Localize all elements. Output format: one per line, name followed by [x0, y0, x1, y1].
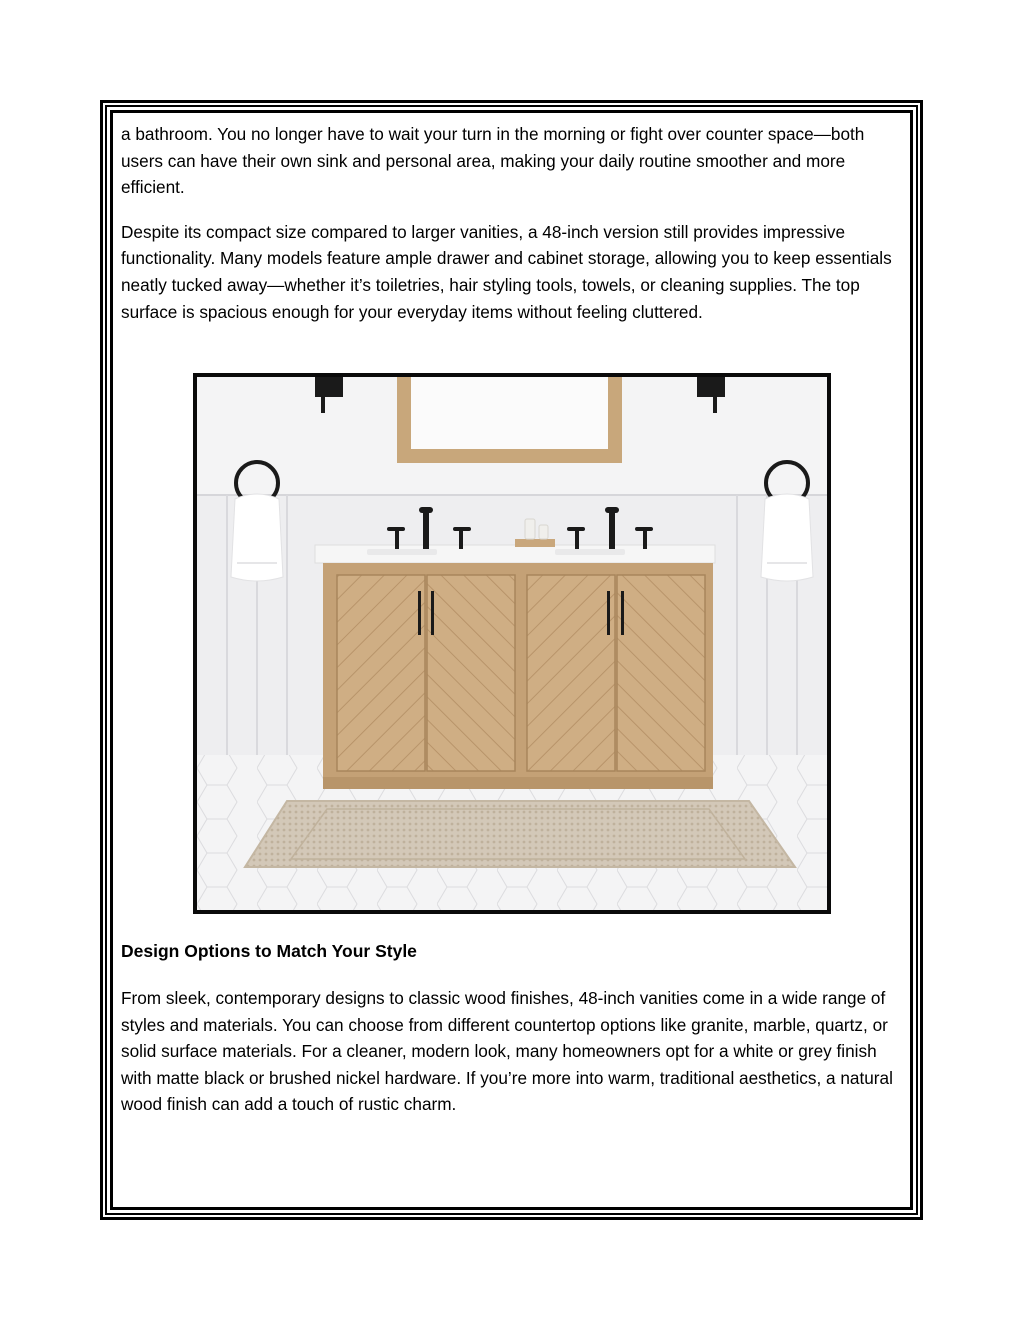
section-heading: Design Options to Match Your Style [121, 941, 417, 961]
cabinet-door-4 [617, 575, 705, 771]
paragraph-design-options: From sleek, contemporary designs to classic wood finishes, 48-inch vanities come in a wide range of styles and materials. You can choose from different countertop options like granite, marble, quartz, or solid surface materials. For a cleaner, modern look, many homeowners opt for a white or grey finish with matte black or brushed nickel hardware. If you’re more into warm, traditional aesthetics, a natural wood finish can add a touch of rustic charm. [121, 988, 893, 1115]
paragraph-shared-space: a bathroom. You no longer have to wait your turn in the morning or fight over counter space—both users can have their own sink and personal area, making your daily routine smoother and more efficient. [121, 124, 865, 198]
article-body [121, 121, 906, 325]
cabinet-door-3 [527, 575, 615, 771]
article-body-design [121, 985, 911, 1118]
vanity-photo [193, 373, 831, 914]
cabinet-door-2 [427, 575, 515, 771]
rug [245, 801, 795, 867]
paragraph-functionality: Despite its compact size compared to larger vanities, a 48-inch version still provides impressive functionality. Many models feature ample drawer and cabinet storage, allowing you to keep essentials neatly tucked away—whether it’s toiletries, hair styling tools, towels, or cleaning supplies. The top surface is spacious enough for your everyday items without feeling cluttered. [121, 221, 892, 322]
cabinet-door-1 [337, 575, 425, 771]
